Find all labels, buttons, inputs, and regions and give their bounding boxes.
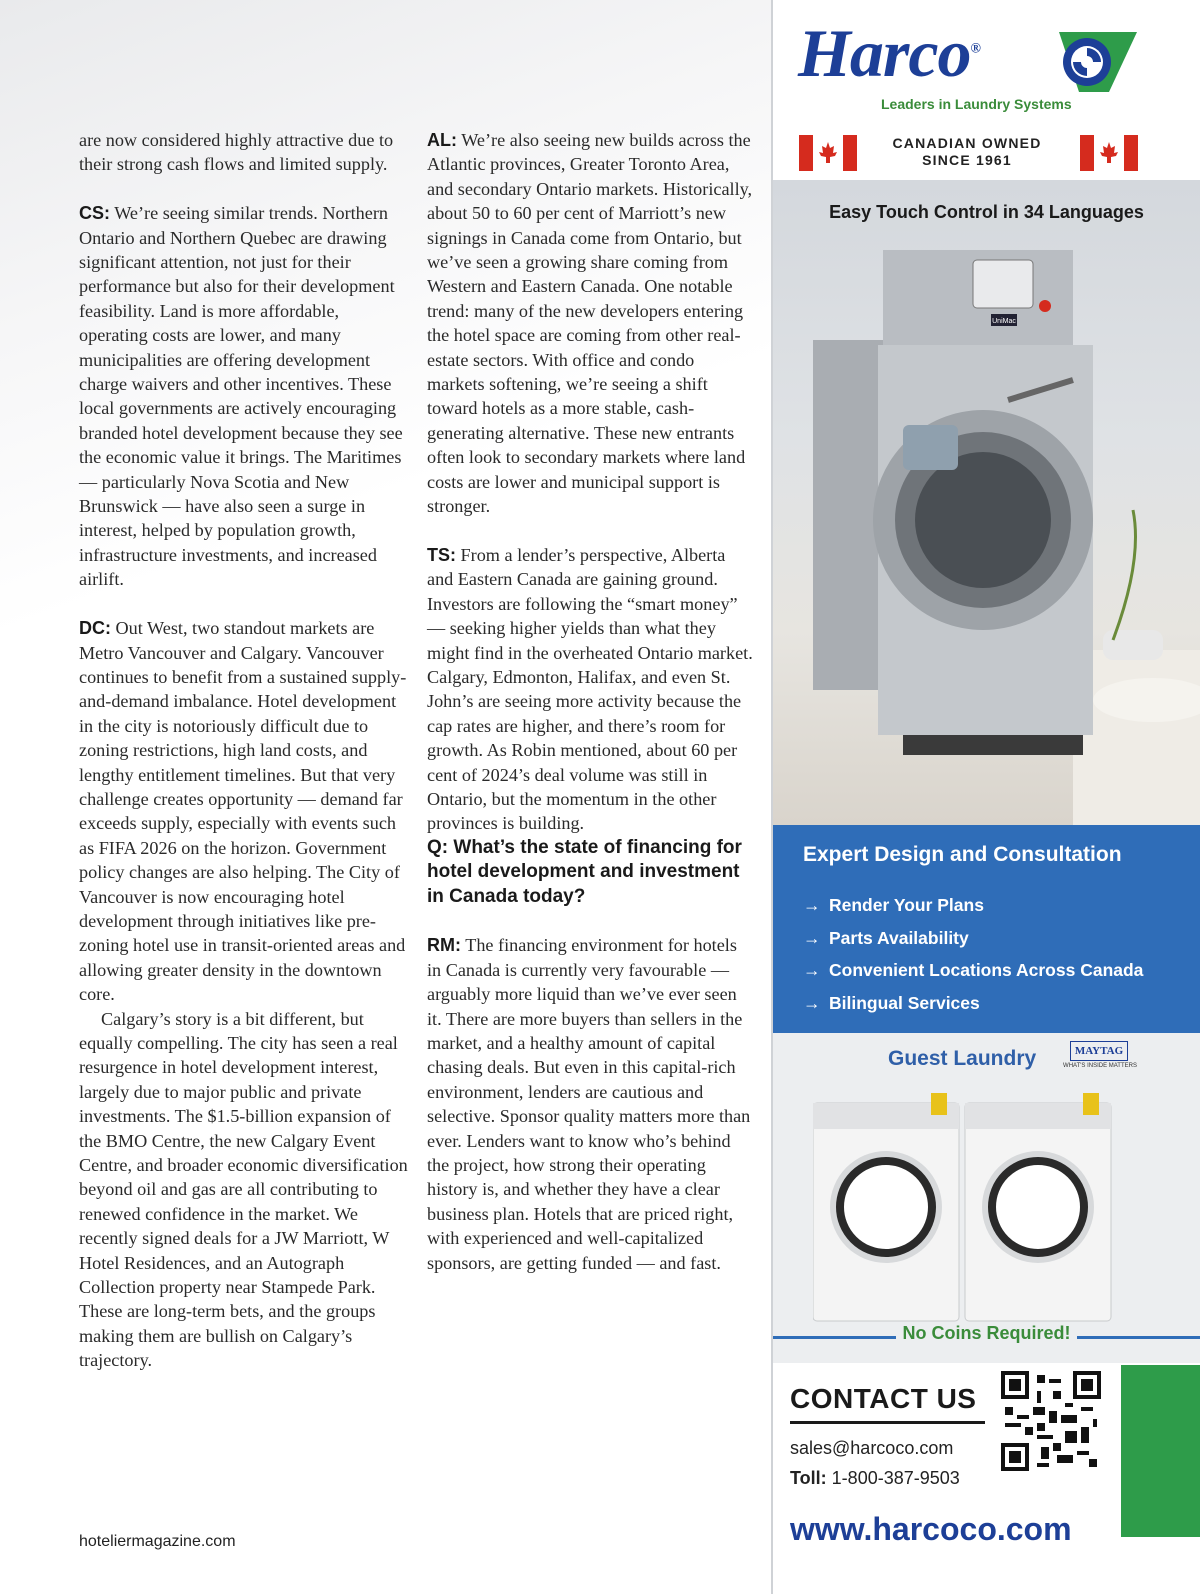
footer-url[interactable]: hoteliermagazine.com	[79, 1533, 236, 1550]
qr-code-icon[interactable]	[1001, 1371, 1101, 1471]
speaker-label: CS:	[79, 203, 110, 224]
website-link[interactable]: www.harcoco.com	[790, 1511, 1072, 1547]
services-list	[803, 889, 1143, 1019]
guest-dryers-illustration	[813, 1093, 1113, 1333]
washer-illustration	[773, 180, 1200, 825]
paragraph	[79, 201, 409, 592]
paragraph: are now considered highly attractive due to their strong cash flows and limited supply.	[79, 130, 394, 175]
contact-phone[interactable]: Toll: 1-800-387-9503	[790, 1468, 960, 1488]
service-item: → Convenient Locations Across Canada	[803, 954, 1143, 987]
paragraph-text: The financing environment for hotels in Canada is currently very favourable — arguably more liquid than we’ve ever seen it. There are more buyers than sellers in the market, and a healthy amount of capital chasing deals. But even in this capital-rich environment, lenders are cautious and selective. Sponsor quality matters more than ever. Lenders want to know who’s behind the project, how strong their operating history is, and whether they have a clear business plan. Hotels that are priced right, with experienced and well-capitalized sponsors, are getting funded — and fast.	[427, 935, 751, 1273]
paragraph	[427, 543, 755, 836]
speaker-label: TS:	[427, 544, 456, 565]
article-column-2	[427, 128, 755, 1275]
service-item: → Parts Availability	[803, 922, 1143, 955]
arrow-right-icon: →	[803, 895, 821, 915]
paragraph	[79, 616, 409, 1007]
paragraph	[427, 933, 755, 1275]
ad-headline: Easy Touch Control in 34 Languages	[829, 202, 1144, 222]
tagline: Leaders in Laundry Systems	[881, 96, 1072, 112]
paragraph-text: We’re seeing similar trends. Northern Ontario and Northern Quebec are drawing significant attention, not just for their performance but also for their development feasibility. Land is more affordable, operating costs are lower, and many municipalities are offering development charge waivers and other incentives. These local governments are actively encouraging branded hotel development because they see the economic value it brings. The Maritimes — particularly Nova Scotia and New Brunswick — have also seen a surge in interest, helped by population growth, infrastructure investments, and increased airlift.	[79, 203, 403, 590]
services-panel	[773, 825, 1200, 1033]
contact-email[interactable]: sales@harcoco.com	[790, 1438, 954, 1458]
paragraph-text: Out West, two standout markets are Metro Vancouver and Calgary. Vancouver continues to benefit from a sustained supply-and-demand imbalance. Hotel development in the city is notoriously difficult due to zoning restrictions, high land costs, and lengthy entitlement timelines. But that very challenge creates opportunity — demand far exceeds supply, especially with events such as FIFA 2026 on the horizon. Government policy changes are also helping. The City of Vancouver is now encouraging hotel development through initiatives like pre-zoning hotel use in transit-oriented areas and allowing greater density in the downtown core.	[79, 618, 407, 1005]
no-coins-label: No Coins Required!	[773, 1323, 1200, 1344]
ad-header	[773, 0, 1200, 180]
maytag-logo: MAYTAG WHAT'S INSIDE MATTERS	[1060, 1041, 1140, 1081]
service-item: → Bilingual Services	[803, 987, 1143, 1020]
paragraph-text: From a lender’s perspective, Alberta and Eastern Canada are gaining ground. Investors are following the “smart money” — seeking higher yields than what they might find in the overheated Ontario market. Calgary, Edmonton, Halifax, and even St. John’s are seeing more activity because the cap rates are higher, and there’s room for growth. As Robin mentioned, about 60 per cent of 2024’s deal volume was still in Ontario, but the momentum in the other provinces is building.	[427, 544, 753, 834]
interview-question: Q: What’s the state of financing for hotel development and investment in Canada today?	[427, 836, 742, 907]
guest-laundry-panel	[773, 1033, 1200, 1363]
speaker-label: RM:	[427, 935, 461, 956]
harco-logo-icon	[1049, 30, 1139, 94]
harco-advertisement[interactable]	[773, 0, 1200, 1594]
speaker-label: DC:	[79, 618, 111, 639]
canada-flag-icon	[799, 135, 857, 171]
paragraph	[427, 128, 755, 519]
paragraph: Calgary’s story is a bit different, but equally compelling. The city has seen a real resurgence in hotel development interest, largely due to major public and private investments. The $1.5-billion expansion of the BMO Centre, the new Calgary Event Centre, and broader economic diversification beyond oil and gas are all contributing to renewed confidence in the market. We recently signed deals for a JW Marriott, W Hotel Residences, and an Autograph Collection property near Stampede Park. These are long-term bets, and the groups making them are bullish on Calgary’s trajectory.	[79, 1008, 408, 1371]
green-accent-bar	[1121, 1365, 1200, 1537]
canada-flag-icon	[1080, 135, 1138, 171]
canadian-owned-label: CANADIAN OWNED SINCE 1961	[892, 135, 1042, 168]
speaker-label: AL:	[427, 130, 457, 150]
paragraph-text: We’re also seeing new builds across the Atlantic provinces, Greater Toronto Area, and secondary Ontario markets. Historically, about 50 to 60 per cent of Marriott’s new signings in Canada come from Ontario, but we’ve seen a growing share coming from Western and Eastern Canada. One notable trend: many of the new developers entering the hotel space are coming from other real-estate sectors. With office and condo markets softening, we’re seeing a shift toward hotels as a more stable, cash-generating alternative. These new entrants often look to secondary markets where land costs are lower and municipal support is stronger.	[427, 130, 753, 517]
harco-logo: Harco®	[798, 15, 981, 91]
service-item: → Render Your Plans	[803, 889, 1143, 922]
arrow-right-icon: →	[803, 927, 821, 948]
article-column-1	[79, 128, 409, 1373]
contact-panel	[773, 1363, 1200, 1594]
svg-text:UniMac: UniMac	[992, 318, 1016, 325]
arrow-right-icon: →	[803, 960, 821, 980]
contact-underline	[790, 1421, 985, 1424]
arrow-right-icon: →	[803, 992, 821, 1013]
guest-laundry-title: Guest Laundry	[888, 1047, 1037, 1070]
contact-title: CONTACT US	[790, 1383, 977, 1414]
services-title: Expert Design and Consultation	[803, 843, 1122, 866]
